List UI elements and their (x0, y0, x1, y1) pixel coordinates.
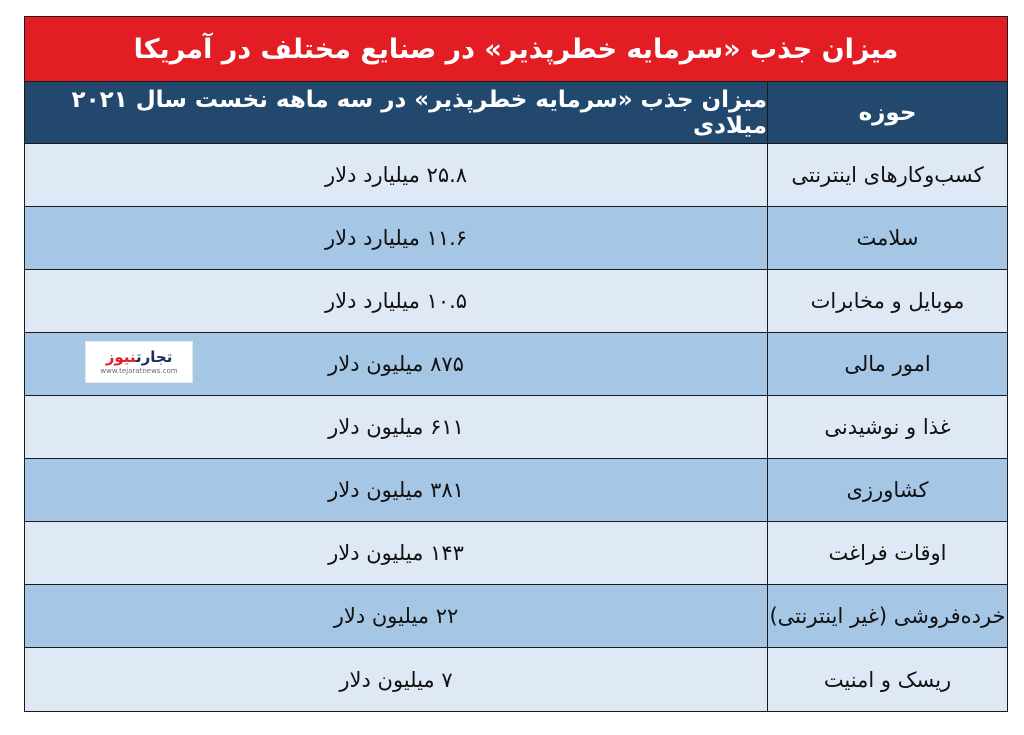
row-field: غذا و نوشیدنی (767, 396, 1007, 458)
table-row (25, 585, 1007, 648)
row-field: خرده‌فروشی (غیر اینترنتی) (767, 585, 1007, 647)
table-row (25, 144, 1007, 207)
table-row (25, 207, 1007, 270)
header-amount: میزان جذب «سرمایه خطرپذیر» در سه ماهه نخست سال ۲۰۲۱ میلادی (71, 86, 767, 139)
row-field: اوقات فراغت (767, 522, 1007, 584)
investment-table (24, 16, 1008, 712)
row-amount: ۲۵.۸ میلیارد دلار (324, 163, 468, 187)
row-field: موبایل و مخابرات (767, 270, 1007, 332)
table-row (25, 522, 1007, 585)
row-amount-cell (25, 333, 767, 395)
header-field: حوزه (767, 82, 1007, 143)
table-body (25, 144, 1007, 711)
table-row (25, 396, 1007, 459)
watermark-logo-part2: نیوز (105, 348, 136, 366)
table-row (25, 459, 1007, 522)
table-row (25, 270, 1007, 333)
table-row (25, 648, 1007, 711)
table-title: میزان جذب «سرمایه خطرپذیر» در صنایع مختلف در آمریکا (25, 17, 1007, 82)
row-amount: ۸۷۵ میلیون دلار (328, 352, 464, 376)
table-header-row (25, 82, 1007, 144)
row-amount: ۱۰.۵ میلیارد دلار (324, 289, 468, 313)
row-amount: ۲۲ میلیون دلار (333, 604, 459, 628)
watermark-logo (106, 348, 173, 366)
row-field: کشاورزی (767, 459, 1007, 521)
row-amount: ۳۸۱ میلیون دلار (328, 478, 464, 502)
table-row (25, 333, 1007, 396)
row-amount: ۱۱.۶ میلیارد دلار (324, 226, 468, 250)
row-amount: ۱۴۳ میلیون دلار (328, 541, 464, 565)
row-field: ریسک و امنیت (767, 648, 1007, 711)
watermark-logo-part1: تجارت (135, 348, 173, 366)
row-amount: ۷ میلیون دلار (339, 667, 453, 692)
row-field: امور مالی (767, 333, 1007, 395)
row-field: سلامت (767, 207, 1007, 269)
tejaratnews-watermark (85, 341, 193, 383)
watermark-url: www.tejaratnews.com (100, 367, 178, 375)
row-field: کسب‌وکارهای اینترنتی (767, 144, 1007, 206)
row-amount: ۶۱۱ میلیون دلار (328, 415, 464, 439)
